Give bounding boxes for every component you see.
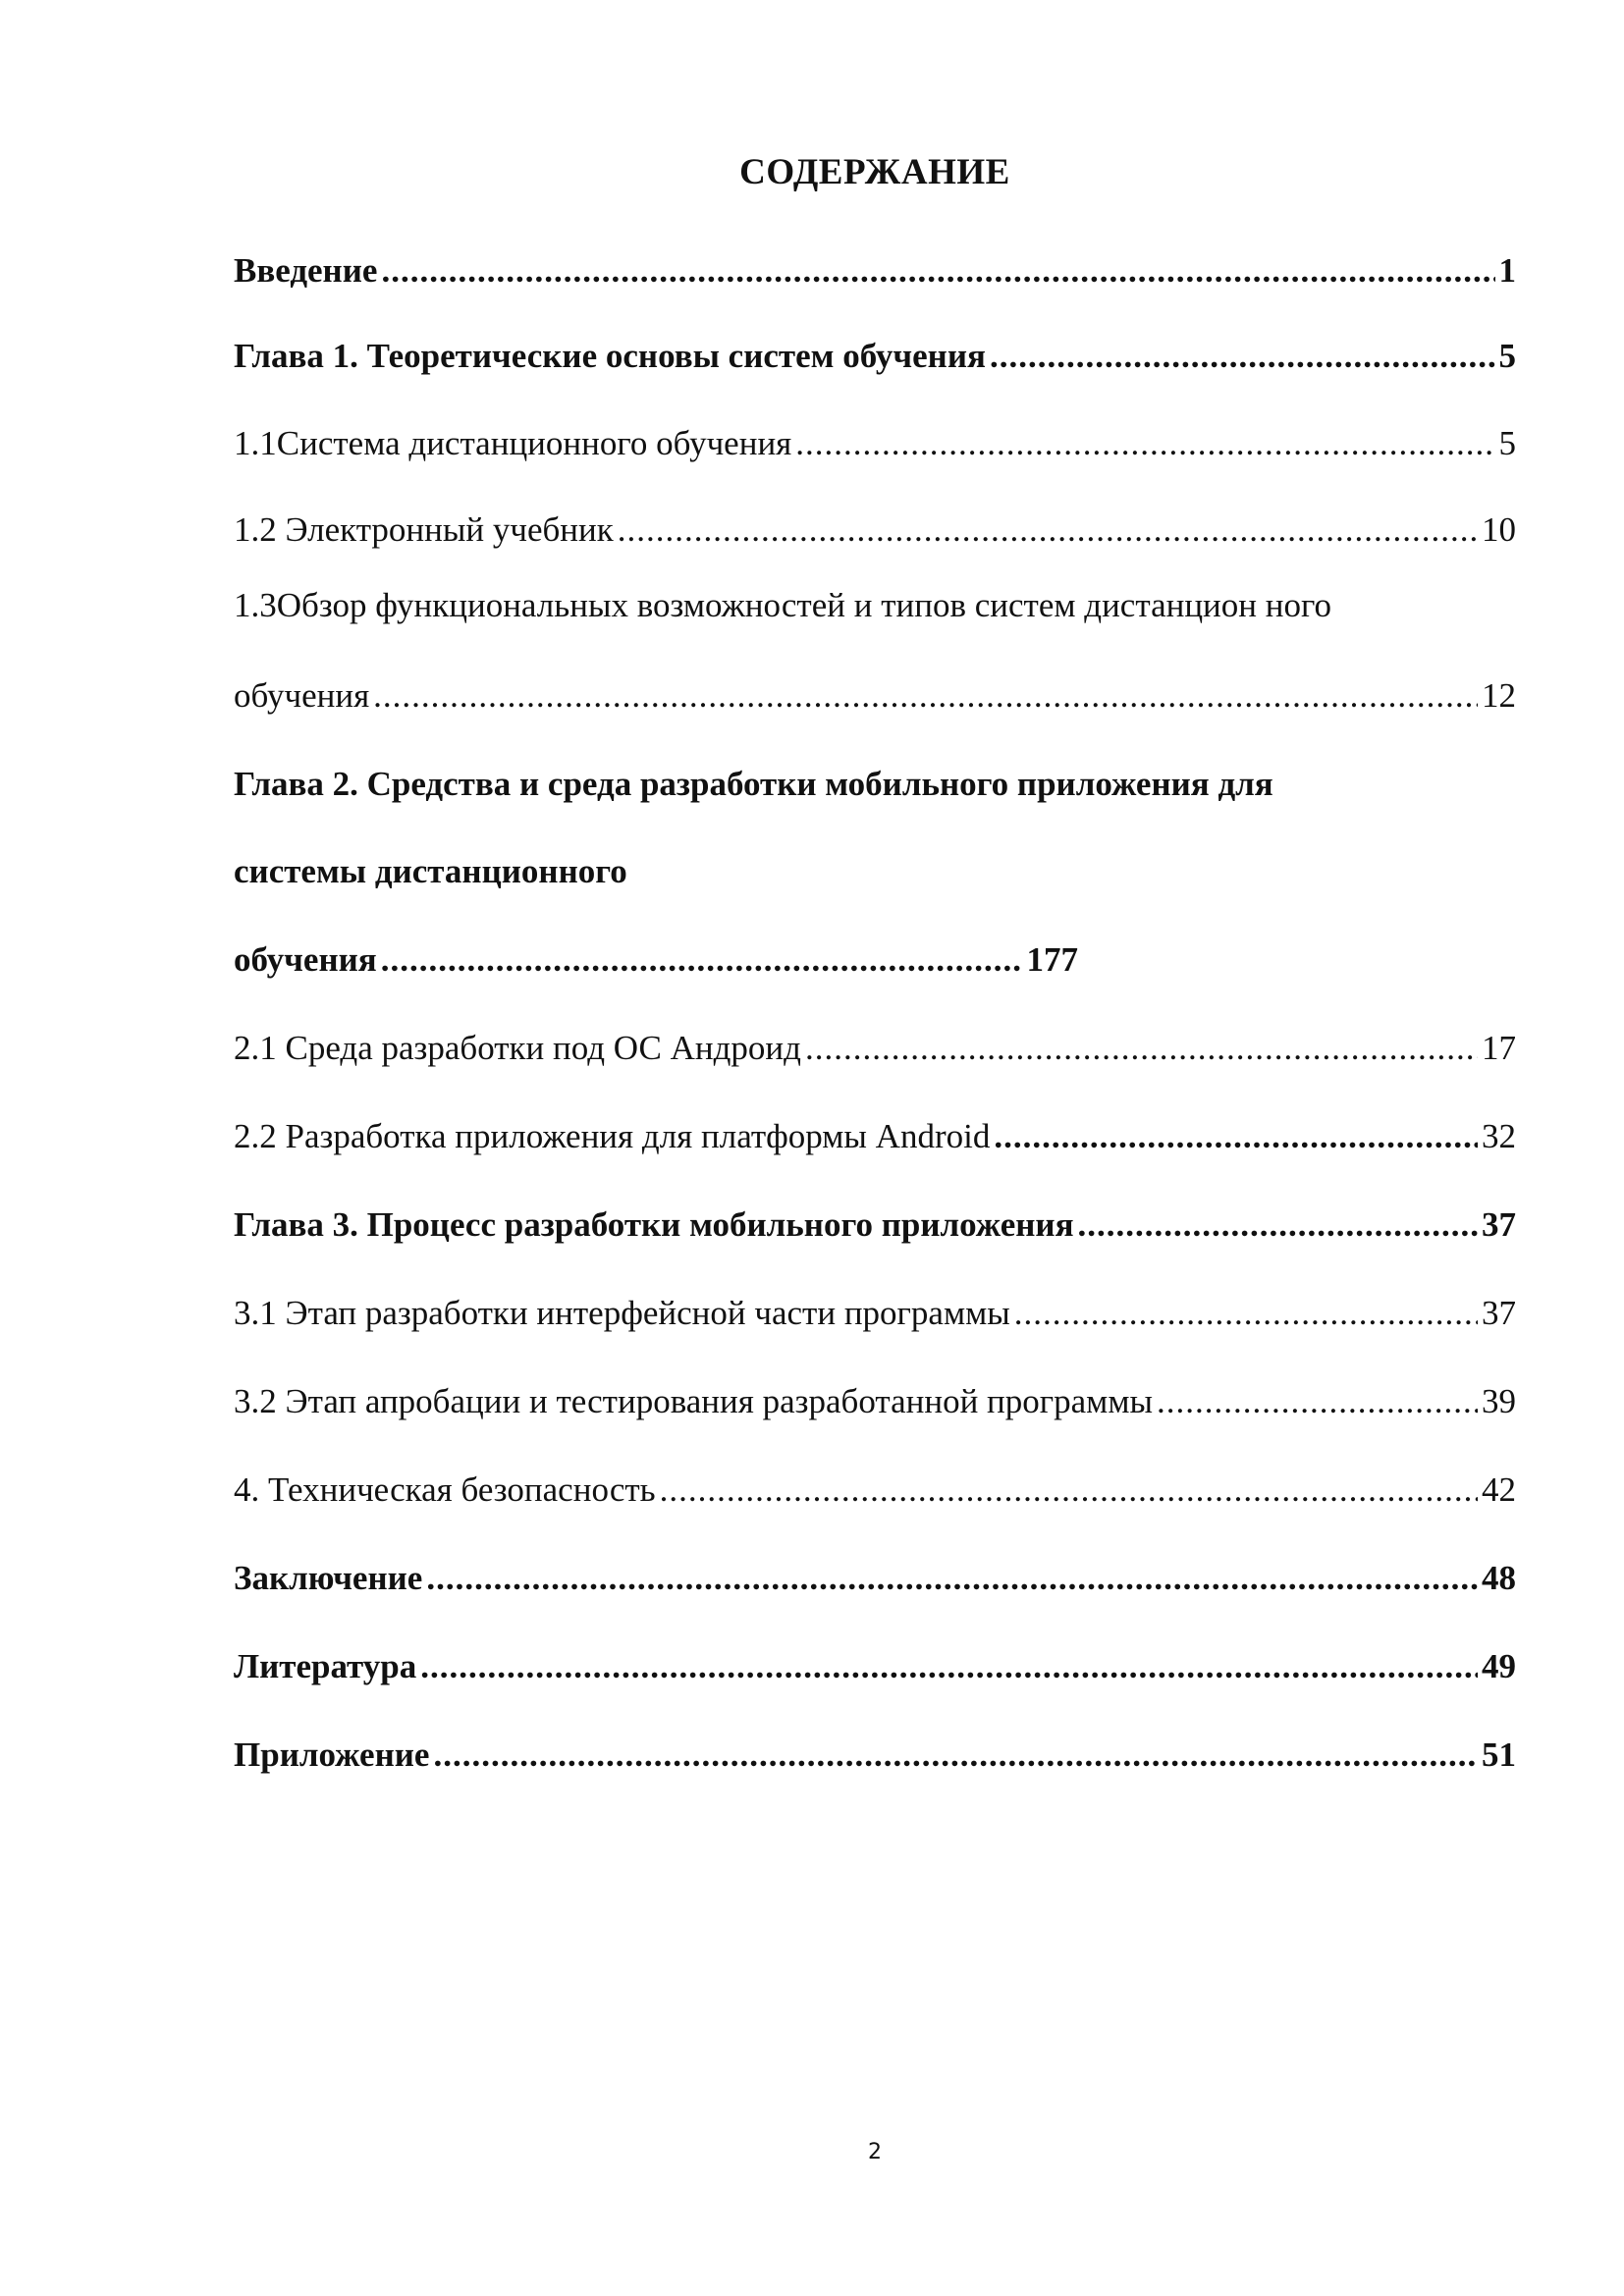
toc-entry-3-2[interactable] (234, 1380, 1516, 1423)
toc-entry-label: 1.1Система дистанционного обучения (234, 424, 792, 462)
toc-entry-page: 51 (1482, 1735, 1516, 1774)
toc-entry-chapter-3[interactable] (234, 1203, 1516, 1247)
toc-entry-page: 32 (1482, 1117, 1516, 1155)
toc-entry-label: 2.2 Разработка приложения для платформы Android (234, 1117, 991, 1155)
toc-entry-page: 5 (1498, 337, 1516, 375)
toc-entry-label: Литература (234, 1647, 417, 1685)
toc-entry-label: обучения (234, 676, 370, 715)
toc-entry-chapter-1[interactable] (234, 335, 1516, 378)
toc-leader-dots (420, 1645, 1478, 1688)
toc-entry-page: 17 (1482, 1029, 1516, 1067)
toc-leader-dots (795, 422, 1494, 465)
toc-entry-label: Глава 1. Теоретические основы систем обучения (234, 337, 986, 375)
toc-entry-page: 39 (1482, 1382, 1516, 1420)
toc-entry-chapter-2[interactable] (234, 938, 1078, 982)
toc-entry-page: 48 (1482, 1559, 1516, 1597)
toc-entry-1-2[interactable] (234, 508, 1516, 552)
toc-entry-2-2[interactable] (234, 1115, 1516, 1158)
toc-entry-page: 37 (1482, 1205, 1516, 1244)
toc-leader-dots (433, 1734, 1478, 1777)
toc-leader-dots (381, 249, 1494, 293)
toc-leader-dots (990, 335, 1495, 378)
toc-entry-label: Глава 3. Процесс разработки мобильного приложения (234, 1205, 1074, 1244)
toc-leader-dots (618, 508, 1478, 552)
toc-entry-1-1[interactable] (234, 422, 1516, 465)
toc-entry-3-1[interactable] (234, 1292, 1516, 1335)
toc-leader-dots (660, 1468, 1478, 1512)
toc-entry-page: 177 (1026, 940, 1078, 979)
toc-entry-label: Введение (234, 251, 378, 290)
toc-entry-label: обучения (234, 940, 377, 979)
toc-leader-dots (426, 1557, 1478, 1600)
toc-entry-label: 3.1 Этап разработки интерфейсной части программы (234, 1294, 1010, 1332)
toc-entry-label: Заключение (234, 1559, 423, 1597)
toc-entry-page: 42 (1482, 1470, 1516, 1509)
toc-entry-label: 4. Техническая безопасность (234, 1470, 656, 1509)
toc-entry-page: 10 (1482, 510, 1516, 549)
toc-entry-conclusion[interactable] (234, 1557, 1516, 1600)
toc-entry-page: 1 (1498, 251, 1516, 290)
toc-entry-label: 1.2 Электронный учебник (234, 510, 614, 549)
toc-entry-4[interactable] (234, 1468, 1516, 1512)
toc-entry-label: Приложение (234, 1735, 430, 1774)
toc-entry-2-1[interactable] (234, 1027, 1516, 1070)
toc-entry-label: 3.2 Этап апробации и тестирования разработанной программы (234, 1382, 1153, 1420)
toc-entry-appendix[interactable] (234, 1734, 1516, 1777)
toc-entry-chapter-2-line2: системы дистанционного (234, 852, 627, 890)
toc-entry-label: 2.1 Среда разработки под ОС Андроид (234, 1029, 801, 1067)
page-title: СОДЕРЖАНИЕ (739, 152, 1010, 192)
toc-leader-dots (373, 674, 1478, 718)
toc-leader-dots (805, 1027, 1478, 1070)
toc-leader-dots (994, 1115, 1478, 1158)
toc-leader-dots (1078, 1203, 1478, 1247)
toc-entry-1-3[interactable] (234, 674, 1516, 718)
page-number: 2 (868, 2140, 882, 2164)
toc-leader-dots (1157, 1380, 1478, 1423)
toc-entry-chapter-2-line1: Глава 2. Средства и среда разработки мобильного приложения для (234, 765, 1273, 803)
toc-entry-introduction[interactable] (234, 249, 1516, 293)
toc-entry-page: 5 (1498, 424, 1516, 462)
toc-leader-dots (381, 938, 1023, 982)
toc-entry-1-3-line1: 1.3Обзор функциональных возможностей и типов систем дистанцион ного (234, 586, 1331, 624)
toc-entry-page: 37 (1482, 1294, 1516, 1332)
toc-entry-page: 12 (1482, 676, 1516, 715)
toc-leader-dots (1014, 1292, 1478, 1335)
toc-entry-literature[interactable] (234, 1645, 1516, 1688)
toc-entry-page: 49 (1482, 1647, 1516, 1685)
